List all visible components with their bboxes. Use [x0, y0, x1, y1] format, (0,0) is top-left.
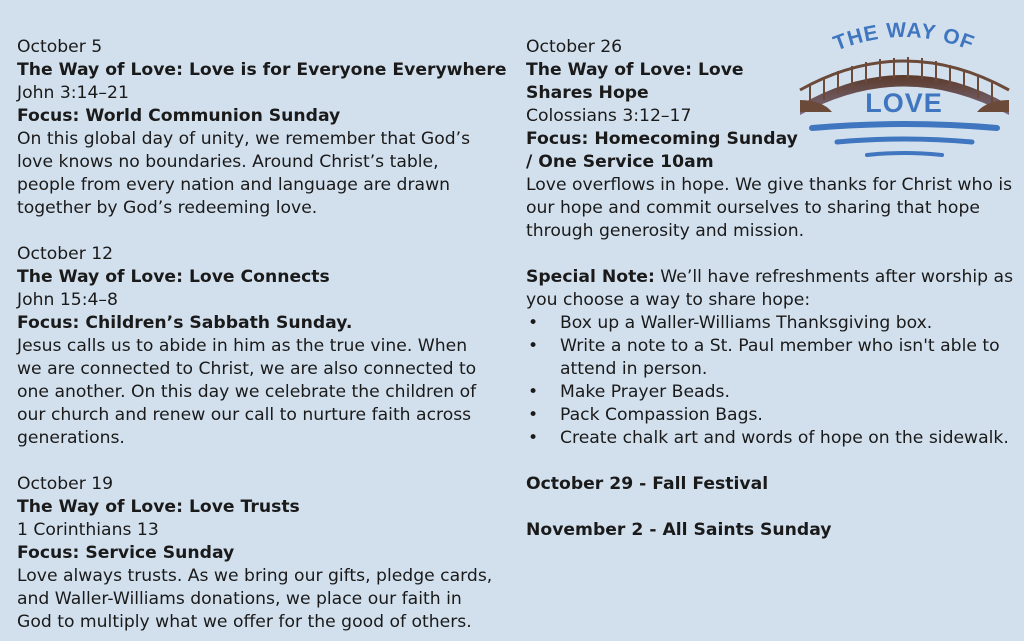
entry-oct-5: [17, 36, 507, 220]
special-note: [526, 266, 1021, 312]
spacer: [526, 496, 1021, 519]
spacer: [526, 450, 1021, 473]
list-item: • Create chalk art and words of hope on the sidewalk.: [526, 427, 1021, 450]
entry-body: On this global day of unity, we remember that God’s love knows no boundaries. Around Christ’s table, people from every nation and language are drawn together by God’s redeeming love.: [17, 129, 471, 218]
entry-title-line-2: Shares Hope: [526, 83, 649, 103]
list-item: • Make Prayer Beads.: [526, 381, 1021, 404]
left-column: [17, 36, 507, 634]
spacer: [526, 243, 1021, 266]
entry-date: October 12: [17, 244, 114, 264]
entry-scripture: 1 Corinthians 13: [17, 520, 159, 540]
entry-body: Love overflows in hope. We give thanks for Christ who is our hope and commit ourselves to sharing that hope through generosity and mission.: [526, 175, 1013, 241]
entry-focus: Focus: Children’s Sabbath Sunday.: [17, 313, 353, 333]
entry-focus: Focus: Service Sunday: [17, 543, 235, 563]
entry-focus-line-1: Focus: Homecoming Sunday: [526, 129, 798, 149]
special-note-text: We’ll have refreshments after worship as you choose a way to share hope:: [526, 267, 1014, 310]
way-of-love-logo: [792, 20, 1017, 170]
entry-oct-12: [17, 243, 497, 450]
entry-title-line-1: The Way of Love: Love: [526, 60, 744, 80]
entry-date: October 5: [17, 37, 103, 57]
entry-oct-19: [17, 473, 497, 634]
entry-scripture: John 15:4–8: [17, 290, 118, 310]
list-item: • Box up a Waller-Williams Thanksgiving box.: [526, 312, 1021, 335]
bridge-logo-graphic: [792, 20, 1017, 170]
entry-scripture: Colossians 3:12–17: [526, 106, 692, 126]
list-item: • Write a note to a St. Paul member who isn't able to attend in person.: [526, 335, 1021, 381]
entry-focus: Focus: World Communion Sunday: [17, 106, 341, 126]
spacer: [17, 220, 497, 243]
special-note-label: Special Note:: [526, 267, 655, 287]
entry-title: The Way of Love: Love Trusts: [17, 497, 300, 517]
entry-title: The Way of Love: Love Connects: [17, 267, 330, 287]
entry-scripture: John 3:14–21: [17, 83, 129, 103]
entry-body: Love always trusts. As we bring our gifts, pledge cards, and Waller-Williams donations, we place our faith in God to multiply what we offer for the good of others.: [17, 566, 493, 632]
entry-body: Jesus calls us to abide in him as the true vine. When we are connected to Christ, we are also connected to one another. On this day we celebrate the children of our church and renew our call to nurture faith across generations.: [17, 336, 477, 448]
entry-focus-line-2: / One Service 10am: [526, 152, 714, 172]
entry-date: October 26: [526, 37, 623, 57]
logo-top-text: THE WAY OF: [830, 20, 978, 56]
logo-love-text: LOVE: [865, 88, 943, 118]
event-fall-festival: October 29 - Fall Festival: [526, 474, 769, 494]
entry-date: October 19: [17, 474, 114, 494]
entry-title: The Way of Love: Love is for Everyone Everywhere: [17, 60, 507, 80]
event-all-saints: November 2 - All Saints Sunday: [526, 520, 832, 540]
spacer: [17, 450, 497, 473]
activity-list: [526, 312, 1021, 450]
list-item: • Pack Compassion Bags.: [526, 404, 1021, 427]
